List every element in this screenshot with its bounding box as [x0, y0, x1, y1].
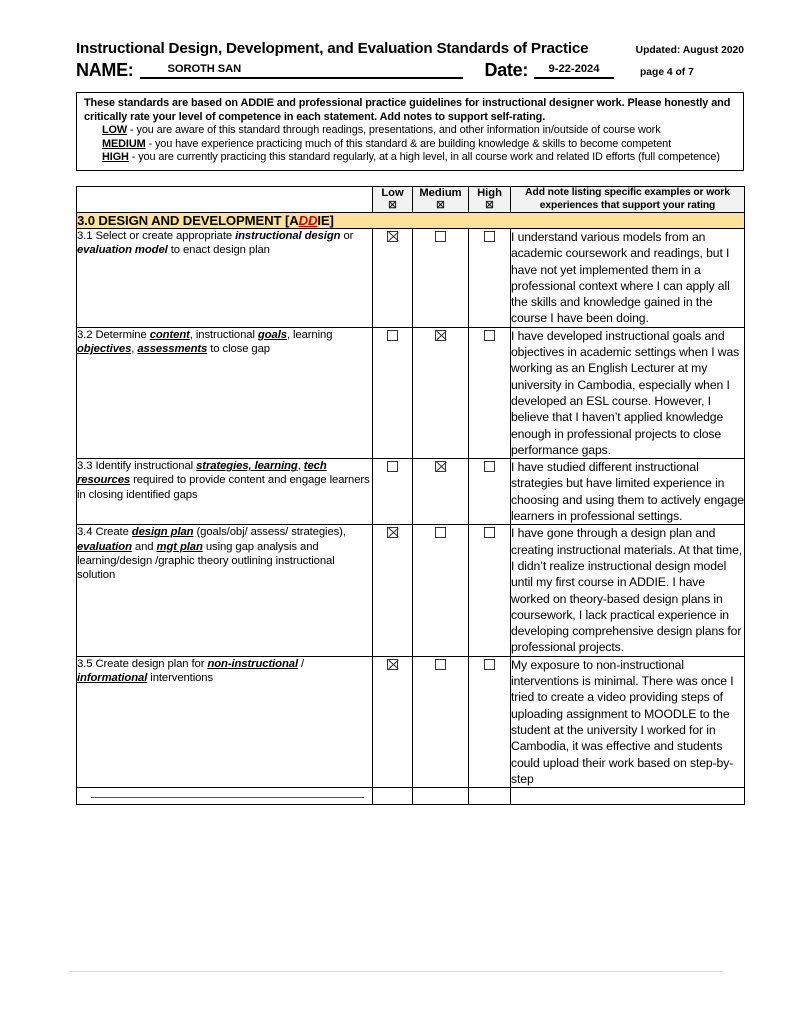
- note-text-3.1[interactable]: I understand various models from an academic coursework and readings, but I have not yet implemented them in a professional context where I can apply all the skills and knowledge gained in the course I have been doing.: [511, 229, 745, 328]
- page-number: page 4 of 7: [640, 67, 694, 78]
- header-medium-label: Medium: [419, 187, 462, 199]
- checkbox-empty-icon[interactable]: [484, 330, 495, 341]
- checkbox-icon: ☒: [388, 200, 397, 211]
- table-header: [77, 187, 745, 213]
- instructions-low: [84, 124, 736, 138]
- trailing-high: [469, 788, 511, 805]
- header-title-row: [76, 40, 744, 57]
- high-description: - you are currently practicing this standard regularly, at a high level, in all course work and related ID efforts (full competence): [128, 151, 720, 164]
- checkbox-empty-icon[interactable]: [387, 330, 398, 341]
- table-header-row: [77, 187, 745, 213]
- checkbox-empty-icon[interactable]: [484, 527, 495, 538]
- checkbox-checked-icon[interactable]: [387, 527, 398, 538]
- date-field[interactable]: 9-22-2024: [534, 63, 614, 79]
- rating-medium-3.2[interactable]: [413, 327, 469, 458]
- table-row-trailing: [77, 788, 745, 805]
- checkbox-checked-icon[interactable]: [387, 231, 398, 242]
- rating-medium-3.1[interactable]: [413, 229, 469, 328]
- rating-low-3.4[interactable]: [373, 525, 413, 656]
- trailing-note: [511, 788, 745, 805]
- standard-text-3.4: 3.4 Create design plan (goals/obj/ assess/ strategies), evaluation and mgt plan using gap analysis and learning/design /graphic theory outlining instructional solution: [77, 525, 373, 656]
- table-body: [77, 213, 745, 805]
- table-row: [77, 459, 745, 525]
- header-medium: [413, 187, 469, 213]
- rating-high-3.2[interactable]: [469, 327, 511, 458]
- standard-text-3.1: 3.1 Select or create appropriate instructional design or evaluation model to enact design plan: [77, 229, 373, 328]
- low-term: LOW: [102, 124, 128, 137]
- header-fields-row: [76, 61, 744, 79]
- note-text-3.4[interactable]: I have gone through a design plan and creating instructional materials. At that time, I didn’t realize instructional design model until my first course in ADDIE. I have worked on theory-based design plans in coursework, I lack practical experience in developing comprehensive design plans for professional projects.: [511, 525, 745, 656]
- rating-high-3.1[interactable]: [469, 229, 511, 328]
- checkbox-checked-icon[interactable]: [435, 461, 446, 472]
- checkbox-empty-icon[interactable]: [484, 231, 495, 242]
- document-title: Instructional Design, Development, and Evaluation Standards of Practice: [76, 40, 589, 57]
- section-title: [77, 213, 745, 229]
- rating-low-3.1[interactable]: [373, 229, 413, 328]
- note-text-3.2[interactable]: I have developed instructional goals and objectives in academic settings when I was working as an English Lecturer at my university in Cambodia, especially when I developed an ESL course. However, I believe that I haven’t applied knowledge enough in professional projects to close performance gaps.: [511, 327, 745, 458]
- section-title-highlight: DD: [298, 213, 318, 228]
- medium-description: - you have experience practicing much of this standard & are building knowledge & skills to become competent: [145, 137, 672, 150]
- document-header: [76, 40, 744, 79]
- header-high-label: High: [477, 187, 502, 199]
- date-label: Date:: [484, 60, 529, 80]
- name-field[interactable]: SOROTH SAN: [140, 63, 463, 79]
- header-note: Add note listing specific examples or work experiences that support your rating: [511, 187, 745, 213]
- checkbox-empty-icon[interactable]: [484, 461, 495, 472]
- instructions-lead: These standards are based on ADDIE and professional practice guidelines for instructional designer work. Please honestly and critically rate your level of competence in each statement. Add notes to support self-rating.: [84, 97, 731, 123]
- table-row: [77, 327, 745, 458]
- trailing-rule: [91, 797, 364, 798]
- section-header-row: [77, 213, 745, 229]
- instructions-medium: [84, 138, 736, 152]
- footer-divider: [70, 971, 722, 972]
- trailing-standard-cell: [77, 788, 373, 805]
- instructions-high: [84, 151, 736, 165]
- rating-high-3.3[interactable]: [469, 459, 511, 525]
- note-text-3.5[interactable]: My exposure to non-instructional interventions is minimal. There was once I tried to create a video providing steps of uploading assignment to MOODLE to the student at the university I worked for in Cambodia, it was effective and students could upload their work based on step-by-step: [511, 656, 745, 787]
- standards-table: [76, 186, 745, 805]
- rating-high-3.5[interactable]: [469, 656, 511, 787]
- checkbox-empty-icon[interactable]: [435, 659, 446, 670]
- checkbox-empty-icon[interactable]: [435, 231, 446, 242]
- checkbox-checked-icon[interactable]: [387, 659, 398, 670]
- header-low-label: Low: [381, 187, 404, 199]
- low-description: - you are aware of this standard through readings, presentations, and other information in/outside of course work: [127, 124, 661, 137]
- high-term: HIGH: [102, 151, 129, 164]
- standard-text-3.2: 3.2 Determine content, instructional goals, learning objectives, assessments to close gap: [77, 327, 373, 458]
- rating-low-3.5[interactable]: [373, 656, 413, 787]
- name-label: NAME:: [76, 60, 134, 80]
- checkbox-empty-icon[interactable]: [387, 461, 398, 472]
- standard-text-3.5: 3.5 Create design plan for non-instructional / informational interventions: [77, 656, 373, 787]
- note-text-3.3[interactable]: I have studied different instructional strategies but have limited experience in choosing and using them to actively engage learners in professional settings.: [511, 460, 744, 524]
- table-row: [77, 229, 745, 328]
- checkbox-checked-icon[interactable]: [435, 330, 446, 341]
- table-row: [77, 656, 745, 787]
- medium-term: MEDIUM: [102, 137, 146, 150]
- rating-high-3.4[interactable]: [469, 525, 511, 656]
- table-row: [77, 525, 745, 656]
- header-high: [469, 187, 511, 213]
- checkbox-empty-icon[interactable]: [484, 659, 495, 670]
- rating-low-3.3[interactable]: [373, 459, 413, 525]
- rating-medium-3.5[interactable]: [413, 656, 469, 787]
- rating-medium-3.4[interactable]: [413, 525, 469, 656]
- header-low: [373, 187, 413, 213]
- header-standard: [77, 187, 373, 213]
- instructions-box: [76, 92, 744, 171]
- checkbox-icon: ☒: [485, 200, 494, 211]
- trailing-medium: [413, 788, 469, 805]
- updated-date: Updated: August 2020: [635, 45, 744, 56]
- checkbox-empty-icon[interactable]: [435, 527, 446, 538]
- checkbox-icon: ☒: [436, 200, 445, 211]
- standard-text-3.3: 3.3 Identify instructional strategies, learning, tech resources required to provide content and engage learners in closing identified gaps: [77, 459, 373, 525]
- section-title-suffix: IE]: [317, 213, 334, 228]
- section-title-prefix: 3.0 DESIGN AND DEVELOPMENT [A: [77, 213, 299, 228]
- rating-low-3.2[interactable]: [373, 327, 413, 458]
- rating-medium-3.3[interactable]: [413, 459, 469, 525]
- trailing-low: [373, 788, 413, 805]
